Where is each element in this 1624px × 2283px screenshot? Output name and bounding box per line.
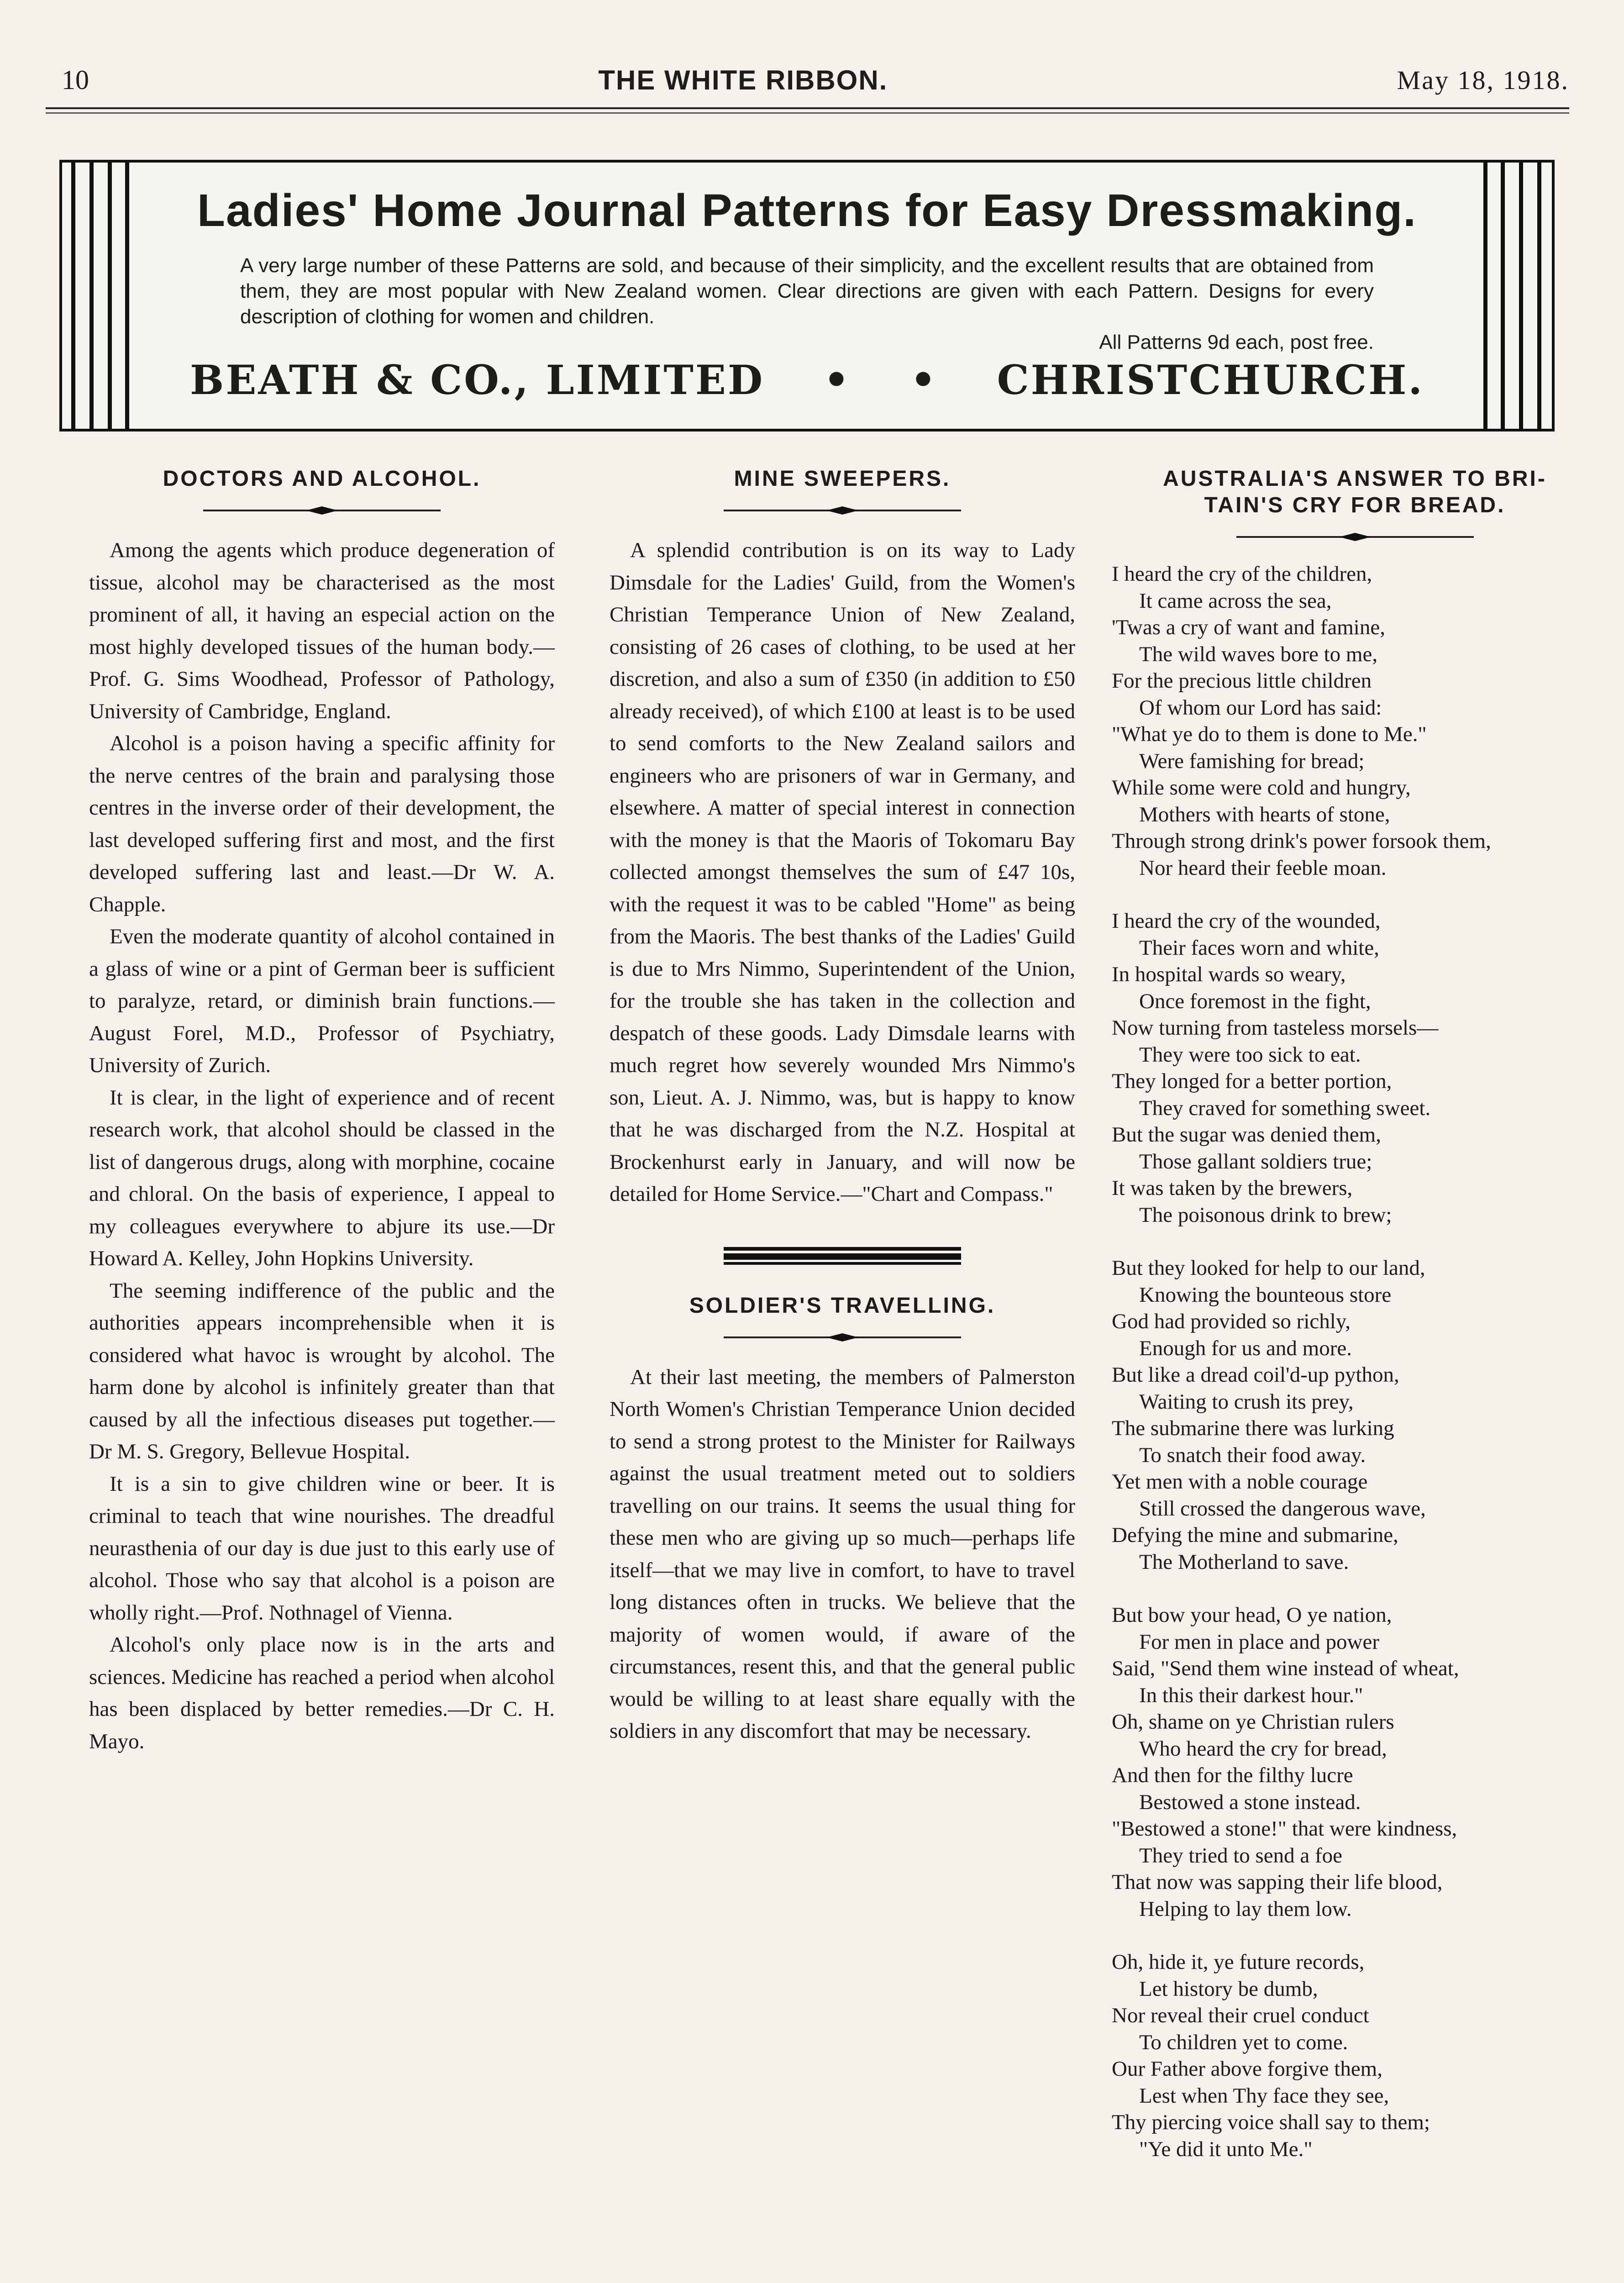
ad-price: All Patterns 9d each, post free. — [1099, 331, 1374, 353]
poem-line: Defying the mine and submarine, — [1112, 1523, 1398, 1547]
poem-line: God had provided so richly, — [1112, 1310, 1351, 1333]
poem-line: Thy piercing voice shall say to them; — [1112, 2110, 1430, 2134]
poem-line: To children yet to come. — [1139, 2030, 1348, 2054]
poem-line: The wild waves bore to me, — [1139, 642, 1378, 666]
ornament-divider — [724, 1332, 961, 1343]
poem-line: I heard the cry of the wounded, — [1112, 909, 1381, 933]
paragraph: Alcohol is a poison having a specific affinity for the nerve centres of the brain and paralysing those centres in the inverse order of their development, the last developed suffering first and most, and the first developed suffering last and least.—Dr W. A. Chapple. — [89, 731, 555, 916]
poem-line: The Motherland to save. — [1139, 1550, 1349, 1574]
ad-border-bars-left — [71, 163, 131, 429]
ad-body-text: A very large number of these Patterns are sold, and because of their simplicity, and the excellent results that are obtained from them, they are most popular with New Zealand women. Clear directions are given with each Pattern. Designs for every description of clothing for women and children. — [240, 254, 1374, 328]
poem-line: 'Twas a cry of want and famine, — [1112, 615, 1385, 639]
poem-line: Who heard the cry for bread, — [1139, 1736, 1387, 1761]
poem-line: Now turning from tasteless morsels— — [1112, 1016, 1439, 1040]
page-number: 10 — [62, 64, 89, 95]
poem-line: Through strong drink's power forsook them, — [1112, 829, 1491, 853]
poem-line: Our Father above forgive them, — [1112, 2057, 1382, 2081]
poem-line: They were too sick to eat. — [1139, 1042, 1361, 1067]
poem-line: But bow your head, O ye nation, — [1112, 1603, 1392, 1627]
ad-company-name: BEATH & CO., LIMITED — [190, 356, 765, 404]
poem-line: Were famishing for bread; — [1139, 749, 1365, 773]
poem-line: In hospital wards so weary, — [1112, 963, 1346, 986]
article-title: SOLDIER'S TRAVELLING. — [689, 1293, 996, 1318]
poem-line: Nor heard their feeble moan. — [1139, 856, 1387, 880]
ad-content — [176, 181, 1438, 420]
poem-line: In this their darkest hour." — [1139, 1683, 1363, 1707]
poem-title — [1112, 466, 1598, 519]
issue-date: May 18, 1918. — [1397, 65, 1569, 95]
poem-body — [1112, 561, 1598, 2162]
poem-line: They tried to send a foe — [1139, 1843, 1343, 1867]
poem-line: Said, "Send them wine instead of wheat, — [1112, 1657, 1459, 1680]
ornament-divider — [724, 505, 961, 516]
running-header — [62, 59, 1569, 100]
poem-line: The submarine there was lurking — [1112, 1416, 1394, 1440]
paragraph: Alcohol's only place now is in the arts and sciences. Medicine has reached a period when alcohol has been displaced by better remedies.—Dr C. H. Mayo. — [89, 1633, 555, 1753]
poem-line: Yet men with a noble courage — [1112, 1470, 1368, 1494]
poem-line: They craved for something sweet. — [1139, 1096, 1431, 1120]
poem-line: Lest when Thy face they see, — [1139, 2083, 1389, 2108]
paragraph: A splendid contribution is on its way to Lady Dimsdale for the Ladies' Guild, from the Women's Christian Temperance Union of New Zealand, consisting of 26 cases of clothing, to be used at her discretion, and also a sum of £350 (in addition to £50 already received), of which £100 at least is to be used to send comforts to the New Zealand sailors and engineers who are prisoners of war in Germany, and elsewhere. A matter of special interest in connection with the money is that the Maoris of Tokomaru Bay collected amongst themselves the sum of £47 10s, with the request it was to be cabled "Home" as being from the Maoris. The best thanks of the Ladies' Guild is due to Mrs Nimmo, Superintendent of the Union, for the trouble she has taken in the collection and despatch of these goods. Lady Dimsdale learns with much regret how severely wounded Mrs Nimmo's son, Lieut. A. J. Nimmo, was, but is happy to know that he was discharged from the N.Z. Hospital at Brockenhurst early in January, and will now be detailed for Home Service.—"Chart and Compass." — [610, 538, 1075, 1206]
poem-line: But the sugar was denied them, — [1112, 1123, 1381, 1147]
article-title: MINE SWEEPERS. — [734, 467, 951, 491]
ornament-divider — [1236, 531, 1474, 542]
poem-line: "Ye did it unto Me." — [1139, 2137, 1313, 2161]
article-body — [89, 534, 555, 1757]
poem-line: Once foremost in the fight, — [1139, 989, 1371, 1013]
paragraph: It is a sin to give children wine or beer. It is criminal to teach that wine nourishes. The dreadful neurasthenia of our day is due just to this early use of alcohol. Those who say that alcohol is a poison are wholly right.—Prof. Nothnagel of Vienna. — [89, 1472, 555, 1625]
ad-bullet: • — [910, 356, 938, 404]
poem-line: For men in place and power — [1139, 1630, 1379, 1654]
publication-title: THE WHITE RIBBON. — [598, 64, 888, 95]
poem-line: That now was sapping their life blood, — [1112, 1870, 1443, 1894]
poem-line: Their faces worn and white, — [1139, 936, 1379, 960]
column-doctors-and-alcohol — [89, 466, 555, 1757]
poem-stanza — [1112, 1602, 1598, 1922]
poem-stanza — [1112, 1255, 1598, 1575]
poem-line: Mothers with hearts of stone, — [1139, 802, 1390, 826]
poem-stanza — [1112, 561, 1598, 881]
poem-title-line: AUSTRALIA'S ANSWER TO BRI- — [1163, 467, 1547, 491]
poem-line: But they looked for help to our land, — [1112, 1256, 1425, 1280]
poem-line: For the precious little children — [1112, 669, 1372, 693]
poem-line: Oh, hide it, ye future records, — [1112, 1950, 1365, 1974]
poem-line: Helping to lay them low. — [1139, 1897, 1352, 1921]
paragraph: Among the agents which produce degeneration of tissue, alcohol may be characterised as the most prominent of all, it having an especial action on the most highly developed tissues of the human body.—Prof. G. Sims Woodhead, Professor of Pathology, University of Cambridge, England. — [89, 538, 555, 723]
ad-bullet: • — [823, 356, 851, 404]
article-body — [610, 534, 1075, 1210]
paragraph: It is clear, in the light of experience and of recent research work, that alcohol should be classed in the list of dangerous drugs, along with morphine, cocaine and chloral. On the basis of experience, I appeal to my colleagues everywhere to abjure its use.—Dr Howard A. Kelley, John Hopkins University. — [89, 1085, 555, 1270]
poem-line: While some were cold and hungry, — [1112, 776, 1411, 800]
column-mine-sweepers — [610, 466, 1075, 1747]
column-poem — [1112, 466, 1598, 2189]
paragraph: At their last meeting, the members of Palmerston North Women's Christian Temperance Union decided to send a strong protest to the Minister for Railways against the usual treatment meted out to soldiers travelling on our trains. It seems the usual thing for these men who are giving up so much—perhaps life itself—that we may live in comfort, to have to travel long distances often in trucks. We believe that the majority of women would, if aware of the circumstances, resent this, and that the general public would be willing to at least share equally with the soldiers in any discomfort that may be necessary. — [610, 1365, 1075, 1743]
poem-line: Bestowed a stone instead. — [1139, 1790, 1361, 1814]
advertisement-box — [59, 160, 1555, 431]
poem-line: Still crossed the dangerous wave, — [1139, 1496, 1426, 1520]
poem-line: Waiting to crush its prey, — [1139, 1389, 1354, 1414]
poem-stanza — [1112, 1949, 1598, 2162]
poem-line: Of whom our Lord has said: — [1139, 695, 1382, 720]
poem-line: Let history be dumb, — [1139, 1977, 1318, 2001]
section-separator — [724, 1247, 961, 1265]
poem-line: It was taken by the brewers, — [1112, 1176, 1353, 1200]
poem-line: I heard the cry of the children, — [1112, 562, 1372, 586]
poem-line: "Bestowed a stone!" that were kindness, — [1112, 1817, 1457, 1841]
article-body — [610, 1361, 1075, 1747]
poem-title-line: TAIN'S CRY FOR BREAD. — [1204, 493, 1506, 517]
article-title: DOCTORS AND ALCOHOL. — [163, 467, 481, 491]
poem-line: The poisonous drink to brew; — [1139, 1203, 1392, 1227]
poem-line: Those gallant soldiers true; — [1139, 1149, 1372, 1173]
poem-line: Oh, shame on ye Christian rulers — [1112, 1710, 1394, 1734]
paragraph: The seeming indifference of the public and the authorities appears incomprehensible when it is considered what havoc is wrought by alcohol. The harm done by alcohol is infinitely greater than that caused by all the infectious diseases put together.—Dr M. S. Gregory, Bellevue Hospital. — [89, 1278, 555, 1463]
ad-border-bars-right — [1483, 163, 1543, 429]
paragraph: Even the moderate quantity of alcohol contained in a glass of wine or a pint of German beer is sufficient to paralyze, retard, or diminish brain functions.—August Forel, M.D., Professor of Psychiatry, University of Zurich. — [89, 925, 555, 1077]
poem-line: To snatch their food away. — [1139, 1443, 1366, 1467]
ad-heading: Ladies' Home Journal Patterns for Easy Dressmaking. — [197, 185, 1417, 236]
ad-city: CHRISTCHURCH. — [997, 356, 1424, 404]
header-rule — [46, 107, 1569, 114]
poem-line: But like a dread coil'd-up python, — [1112, 1363, 1399, 1387]
poem-line: Enough for us and more. — [1139, 1336, 1352, 1360]
ad-company-line — [176, 356, 1438, 404]
ornament-divider — [203, 505, 441, 516]
poem-line: They longed for a better portion, — [1112, 1069, 1392, 1093]
poem-line: "What ye do to them is done to Me." — [1112, 722, 1427, 746]
poem-line: Nor reveal their cruel conduct — [1112, 2004, 1369, 2027]
poem-stanza — [1112, 908, 1598, 1228]
poem-line: Knowing the bounteous store — [1139, 1283, 1392, 1307]
poem-line: It came across the sea, — [1139, 589, 1332, 613]
poem-line: And then for the filthy lucre — [1112, 1763, 1353, 1787]
